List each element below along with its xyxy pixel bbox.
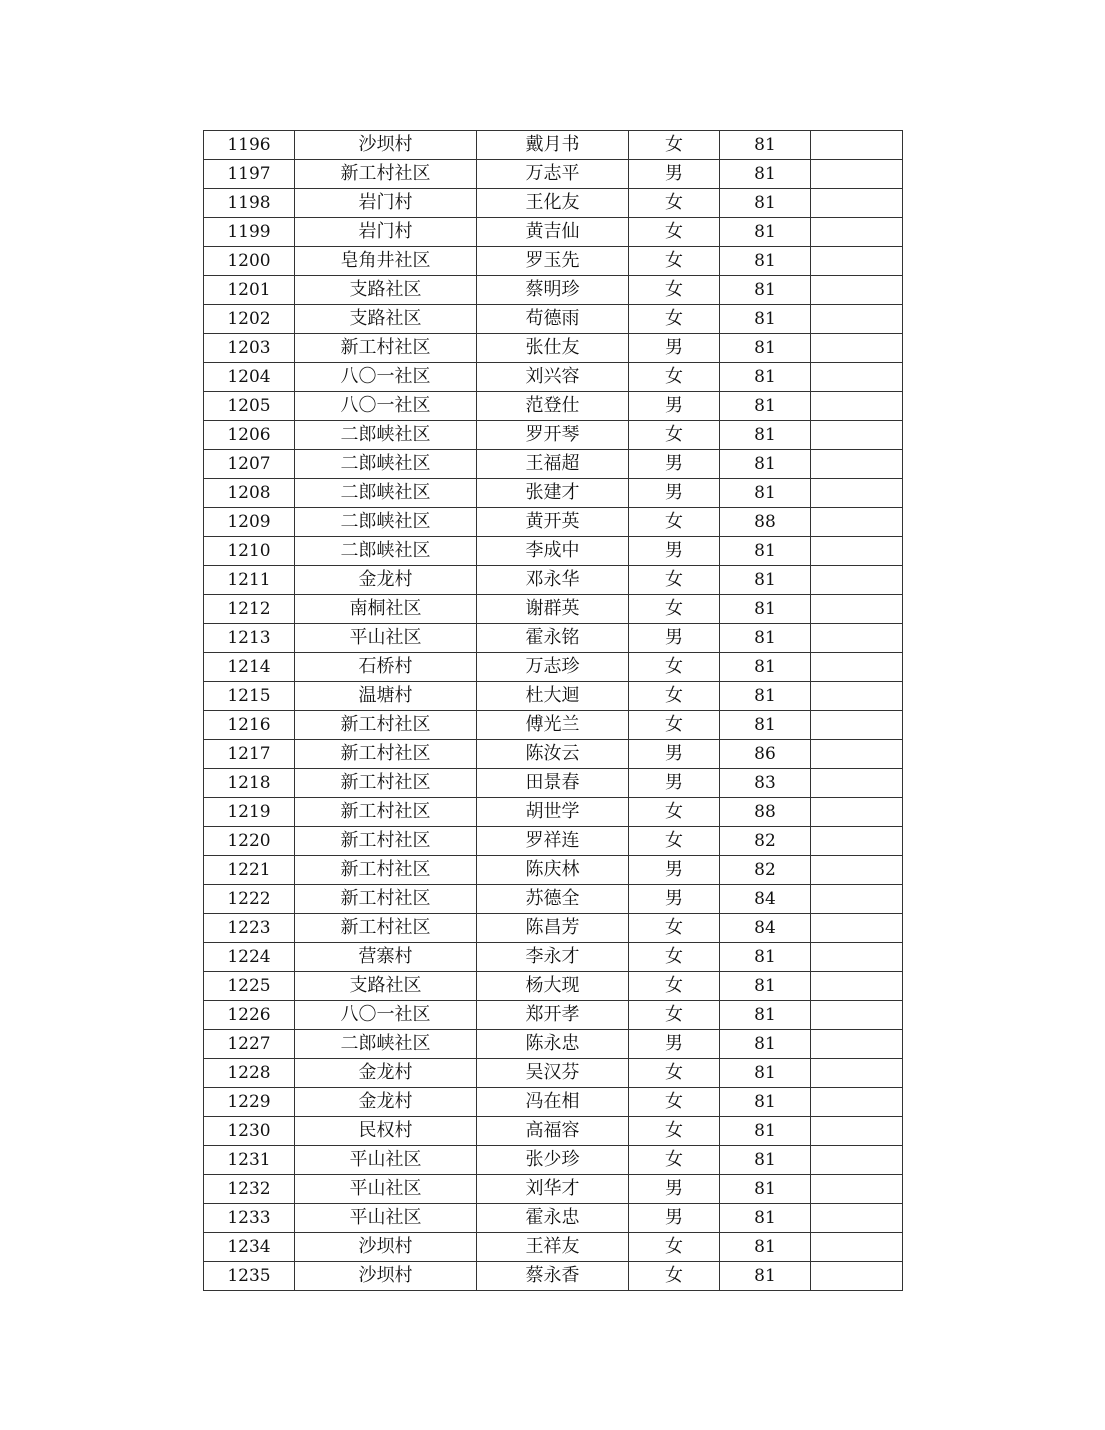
age-cell: 88	[720, 508, 811, 537]
name-cell: 蔡明珍	[477, 276, 629, 305]
table-row	[204, 1088, 903, 1117]
community-cell: 平山社区	[295, 1175, 477, 1204]
remark-cell	[811, 1088, 903, 1117]
community-cell: 金龙村	[295, 566, 477, 595]
community-cell: 金龙村	[295, 1088, 477, 1117]
age-cell: 81	[720, 334, 811, 363]
remark-cell	[811, 1175, 903, 1204]
table-row	[204, 1059, 903, 1088]
serial-number-cell: 1220	[204, 827, 295, 856]
age-cell: 81	[720, 566, 811, 595]
age-cell: 81	[720, 131, 811, 160]
name-cell: 万志平	[477, 160, 629, 189]
name-cell: 李永才	[477, 943, 629, 972]
gender-cell: 女	[629, 711, 720, 740]
remark-cell	[811, 131, 903, 160]
age-cell: 81	[720, 1117, 811, 1146]
gender-cell: 男	[629, 160, 720, 189]
gender-cell: 女	[629, 1059, 720, 1088]
gender-cell: 女	[629, 1117, 720, 1146]
age-cell: 81	[720, 1001, 811, 1030]
table-row	[204, 450, 903, 479]
remark-cell	[811, 1262, 903, 1291]
age-cell: 81	[720, 1030, 811, 1059]
table-row	[204, 769, 903, 798]
age-cell: 84	[720, 885, 811, 914]
serial-number-cell: 1201	[204, 276, 295, 305]
remark-cell	[811, 682, 903, 711]
community-cell: 新工村社区	[295, 334, 477, 363]
table-row	[204, 885, 903, 914]
table-row	[204, 189, 903, 218]
name-cell: 戴月书	[477, 131, 629, 160]
name-cell: 胡世学	[477, 798, 629, 827]
name-cell: 范登仕	[477, 392, 629, 421]
serial-number-cell: 1223	[204, 914, 295, 943]
serial-number-cell: 1210	[204, 537, 295, 566]
age-cell: 81	[720, 537, 811, 566]
community-cell: 温塘村	[295, 682, 477, 711]
name-cell: 田景春	[477, 769, 629, 798]
gender-cell: 男	[629, 856, 720, 885]
age-cell: 81	[720, 1059, 811, 1088]
remark-cell	[811, 1001, 903, 1030]
name-cell: 苏德全	[477, 885, 629, 914]
table-row	[204, 392, 903, 421]
remark-cell	[811, 769, 903, 798]
table-row	[204, 537, 903, 566]
table-row	[204, 972, 903, 1001]
name-cell: 刘华才	[477, 1175, 629, 1204]
serial-number-cell: 1221	[204, 856, 295, 885]
remark-cell	[811, 479, 903, 508]
gender-cell: 男	[629, 1030, 720, 1059]
table-row	[204, 218, 903, 247]
serial-number-cell: 1231	[204, 1146, 295, 1175]
age-cell: 81	[720, 711, 811, 740]
serial-number-cell: 1229	[204, 1088, 295, 1117]
table-row	[204, 827, 903, 856]
serial-number-cell: 1227	[204, 1030, 295, 1059]
gender-cell: 女	[629, 276, 720, 305]
name-cell: 谢群英	[477, 595, 629, 624]
gender-cell: 女	[629, 508, 720, 537]
table-row	[204, 1204, 903, 1233]
table-row	[204, 1233, 903, 1262]
community-cell: 二郎峡社区	[295, 537, 477, 566]
remark-cell	[811, 421, 903, 450]
community-cell: 新工村社区	[295, 711, 477, 740]
serial-number-cell: 1214	[204, 653, 295, 682]
gender-cell: 女	[629, 247, 720, 276]
serial-number-cell: 1218	[204, 769, 295, 798]
remark-cell	[811, 392, 903, 421]
community-cell: 支路社区	[295, 972, 477, 1001]
community-cell: 岩门村	[295, 189, 477, 218]
remark-cell	[811, 1204, 903, 1233]
age-cell: 81	[720, 479, 811, 508]
community-cell: 二郎峡社区	[295, 450, 477, 479]
age-cell: 81	[720, 160, 811, 189]
name-cell: 郑开孝	[477, 1001, 629, 1030]
age-cell: 81	[720, 218, 811, 247]
community-cell: 新工村社区	[295, 740, 477, 769]
table-row	[204, 856, 903, 885]
age-cell: 81	[720, 624, 811, 653]
name-cell: 黄吉仙	[477, 218, 629, 247]
community-cell: 二郎峡社区	[295, 479, 477, 508]
age-cell: 81	[720, 972, 811, 1001]
remark-cell	[811, 218, 903, 247]
table-row	[204, 943, 903, 972]
name-cell: 蔡永香	[477, 1262, 629, 1291]
table-row	[204, 653, 903, 682]
community-cell: 民权村	[295, 1117, 477, 1146]
serial-number-cell: 1232	[204, 1175, 295, 1204]
table-row	[204, 914, 903, 943]
community-cell: 岩门村	[295, 218, 477, 247]
remark-cell	[811, 972, 903, 1001]
table-row	[204, 305, 903, 334]
community-cell: 新工村社区	[295, 798, 477, 827]
remark-cell	[811, 798, 903, 827]
name-cell: 王福超	[477, 450, 629, 479]
community-cell: 营寨村	[295, 943, 477, 972]
remark-cell	[811, 363, 903, 392]
community-cell: 平山社区	[295, 1204, 477, 1233]
name-cell: 霍永铭	[477, 624, 629, 653]
age-cell: 81	[720, 1262, 811, 1291]
age-cell: 81	[720, 1175, 811, 1204]
table-row	[204, 595, 903, 624]
name-cell: 陈汝云	[477, 740, 629, 769]
gender-cell: 男	[629, 537, 720, 566]
serial-number-cell: 1209	[204, 508, 295, 537]
community-cell: 新工村社区	[295, 769, 477, 798]
table-row	[204, 566, 903, 595]
remark-cell	[811, 1059, 903, 1088]
gender-cell: 女	[629, 943, 720, 972]
name-cell: 冯在相	[477, 1088, 629, 1117]
community-cell: 新工村社区	[295, 160, 477, 189]
serial-number-cell: 1211	[204, 566, 295, 595]
name-cell: 刘兴容	[477, 363, 629, 392]
age-cell: 81	[720, 1233, 811, 1262]
age-cell: 81	[720, 595, 811, 624]
age-cell: 81	[720, 392, 811, 421]
name-cell: 罗祥连	[477, 827, 629, 856]
age-cell: 81	[720, 1204, 811, 1233]
name-cell: 邓永华	[477, 566, 629, 595]
community-cell: 二郎峡社区	[295, 508, 477, 537]
community-cell: 八〇一社区	[295, 363, 477, 392]
name-cell: 罗玉先	[477, 247, 629, 276]
serial-number-cell: 1222	[204, 885, 295, 914]
serial-number-cell: 1200	[204, 247, 295, 276]
gender-cell: 女	[629, 595, 720, 624]
remark-cell	[811, 160, 903, 189]
table-body	[204, 131, 903, 1291]
serial-number-cell: 1216	[204, 711, 295, 740]
age-cell: 83	[720, 769, 811, 798]
name-cell: 黄开英	[477, 508, 629, 537]
name-cell: 王化友	[477, 189, 629, 218]
serial-number-cell: 1234	[204, 1233, 295, 1262]
remark-cell	[811, 1030, 903, 1059]
age-cell: 86	[720, 740, 811, 769]
table-row	[204, 508, 903, 537]
community-cell: 八〇一社区	[295, 392, 477, 421]
community-cell: 新工村社区	[295, 856, 477, 885]
name-cell: 苟德雨	[477, 305, 629, 334]
gender-cell: 女	[629, 421, 720, 450]
community-cell: 皂角井社区	[295, 247, 477, 276]
name-cell: 陈庆林	[477, 856, 629, 885]
table-row	[204, 1175, 903, 1204]
age-cell: 81	[720, 450, 811, 479]
remark-cell	[811, 276, 903, 305]
name-cell: 张少珍	[477, 1146, 629, 1175]
gender-cell: 女	[629, 1146, 720, 1175]
table-row	[204, 247, 903, 276]
remark-cell	[811, 885, 903, 914]
remark-cell	[811, 566, 903, 595]
table-row	[204, 682, 903, 711]
name-cell: 吴汉芬	[477, 1059, 629, 1088]
gender-cell: 女	[629, 1088, 720, 1117]
age-cell: 81	[720, 247, 811, 276]
gender-cell: 女	[629, 305, 720, 334]
table-row	[204, 363, 903, 392]
age-cell: 81	[720, 1146, 811, 1175]
remark-cell	[811, 450, 903, 479]
gender-cell: 男	[629, 624, 720, 653]
table-row	[204, 624, 903, 653]
serial-number-cell: 1203	[204, 334, 295, 363]
name-cell: 李成中	[477, 537, 629, 566]
community-cell: 沙坝村	[295, 1262, 477, 1291]
serial-number-cell: 1199	[204, 218, 295, 247]
serial-number-cell: 1196	[204, 131, 295, 160]
name-cell: 杨大现	[477, 972, 629, 1001]
name-cell: 张建才	[477, 479, 629, 508]
name-cell: 万志珍	[477, 653, 629, 682]
serial-number-cell: 1206	[204, 421, 295, 450]
gender-cell: 男	[629, 479, 720, 508]
community-cell: 沙坝村	[295, 131, 477, 160]
table-row	[204, 711, 903, 740]
gender-cell: 女	[629, 798, 720, 827]
age-cell: 81	[720, 943, 811, 972]
remark-cell	[811, 740, 903, 769]
name-cell: 霍永忠	[477, 1204, 629, 1233]
data-table	[203, 130, 903, 1291]
gender-cell: 女	[629, 218, 720, 247]
table-row	[204, 421, 903, 450]
table-row	[204, 1262, 903, 1291]
community-cell: 平山社区	[295, 1146, 477, 1175]
gender-cell: 女	[629, 1001, 720, 1030]
remark-cell	[811, 334, 903, 363]
gender-cell: 男	[629, 740, 720, 769]
gender-cell: 男	[629, 769, 720, 798]
community-cell: 石桥村	[295, 653, 477, 682]
community-cell: 支路社区	[295, 305, 477, 334]
table-row	[204, 1117, 903, 1146]
serial-number-cell: 1212	[204, 595, 295, 624]
serial-number-cell: 1226	[204, 1001, 295, 1030]
table-row	[204, 479, 903, 508]
data-table-container	[203, 130, 902, 1291]
community-cell: 新工村社区	[295, 914, 477, 943]
serial-number-cell: 1225	[204, 972, 295, 1001]
gender-cell: 女	[629, 653, 720, 682]
age-cell: 81	[720, 363, 811, 392]
name-cell: 王祥友	[477, 1233, 629, 1262]
gender-cell: 男	[629, 450, 720, 479]
age-cell: 84	[720, 914, 811, 943]
gender-cell: 女	[629, 566, 720, 595]
remark-cell	[811, 537, 903, 566]
remark-cell	[811, 914, 903, 943]
community-cell: 南桐社区	[295, 595, 477, 624]
name-cell: 陈昌芳	[477, 914, 629, 943]
serial-number-cell: 1202	[204, 305, 295, 334]
gender-cell: 男	[629, 1175, 720, 1204]
age-cell: 81	[720, 421, 811, 450]
community-cell: 新工村社区	[295, 827, 477, 856]
gender-cell: 男	[629, 392, 720, 421]
gender-cell: 女	[629, 914, 720, 943]
community-cell: 新工村社区	[295, 885, 477, 914]
serial-number-cell: 1217	[204, 740, 295, 769]
age-cell: 81	[720, 305, 811, 334]
gender-cell: 男	[629, 1204, 720, 1233]
remark-cell	[811, 595, 903, 624]
name-cell: 高福容	[477, 1117, 629, 1146]
community-cell: 金龙村	[295, 1059, 477, 1088]
community-cell: 支路社区	[295, 276, 477, 305]
serial-number-cell: 1197	[204, 160, 295, 189]
table-row	[204, 1146, 903, 1175]
gender-cell: 男	[629, 334, 720, 363]
remark-cell	[811, 305, 903, 334]
serial-number-cell: 1205	[204, 392, 295, 421]
table-row	[204, 131, 903, 160]
age-cell: 81	[720, 682, 811, 711]
community-cell: 沙坝村	[295, 1233, 477, 1262]
serial-number-cell: 1233	[204, 1204, 295, 1233]
age-cell: 81	[720, 1088, 811, 1117]
serial-number-cell: 1213	[204, 624, 295, 653]
age-cell: 81	[720, 653, 811, 682]
serial-number-cell: 1198	[204, 189, 295, 218]
remark-cell	[811, 1233, 903, 1262]
gender-cell: 女	[629, 972, 720, 1001]
serial-number-cell: 1219	[204, 798, 295, 827]
table-row	[204, 276, 903, 305]
table-row	[204, 740, 903, 769]
table-row	[204, 1030, 903, 1059]
community-cell: 二郎峡社区	[295, 1030, 477, 1059]
name-cell: 杜大迴	[477, 682, 629, 711]
remark-cell	[811, 189, 903, 218]
age-cell: 88	[720, 798, 811, 827]
serial-number-cell: 1224	[204, 943, 295, 972]
age-cell: 82	[720, 856, 811, 885]
table-row	[204, 334, 903, 363]
remark-cell	[811, 624, 903, 653]
remark-cell	[811, 508, 903, 537]
serial-number-cell: 1235	[204, 1262, 295, 1291]
remark-cell	[811, 856, 903, 885]
name-cell: 张仕友	[477, 334, 629, 363]
serial-number-cell: 1230	[204, 1117, 295, 1146]
serial-number-cell: 1228	[204, 1059, 295, 1088]
gender-cell: 女	[629, 131, 720, 160]
remark-cell	[811, 247, 903, 276]
community-cell: 平山社区	[295, 624, 477, 653]
remark-cell	[811, 827, 903, 856]
gender-cell: 女	[629, 827, 720, 856]
gender-cell: 女	[629, 682, 720, 711]
serial-number-cell: 1215	[204, 682, 295, 711]
remark-cell	[811, 711, 903, 740]
gender-cell: 女	[629, 189, 720, 218]
gender-cell: 女	[629, 363, 720, 392]
serial-number-cell: 1204	[204, 363, 295, 392]
age-cell: 82	[720, 827, 811, 856]
serial-number-cell: 1207	[204, 450, 295, 479]
name-cell: 罗开琴	[477, 421, 629, 450]
age-cell: 81	[720, 276, 811, 305]
serial-number-cell: 1208	[204, 479, 295, 508]
name-cell: 陈永忠	[477, 1030, 629, 1059]
remark-cell	[811, 943, 903, 972]
name-cell: 傅光兰	[477, 711, 629, 740]
table-row	[204, 1001, 903, 1030]
remark-cell	[811, 1146, 903, 1175]
gender-cell: 女	[629, 1233, 720, 1262]
remark-cell	[811, 1117, 903, 1146]
gender-cell: 女	[629, 1262, 720, 1291]
remark-cell	[811, 653, 903, 682]
table-row	[204, 160, 903, 189]
community-cell: 二郎峡社区	[295, 421, 477, 450]
community-cell: 八〇一社区	[295, 1001, 477, 1030]
age-cell: 81	[720, 189, 811, 218]
gender-cell: 男	[629, 885, 720, 914]
table-row	[204, 798, 903, 827]
